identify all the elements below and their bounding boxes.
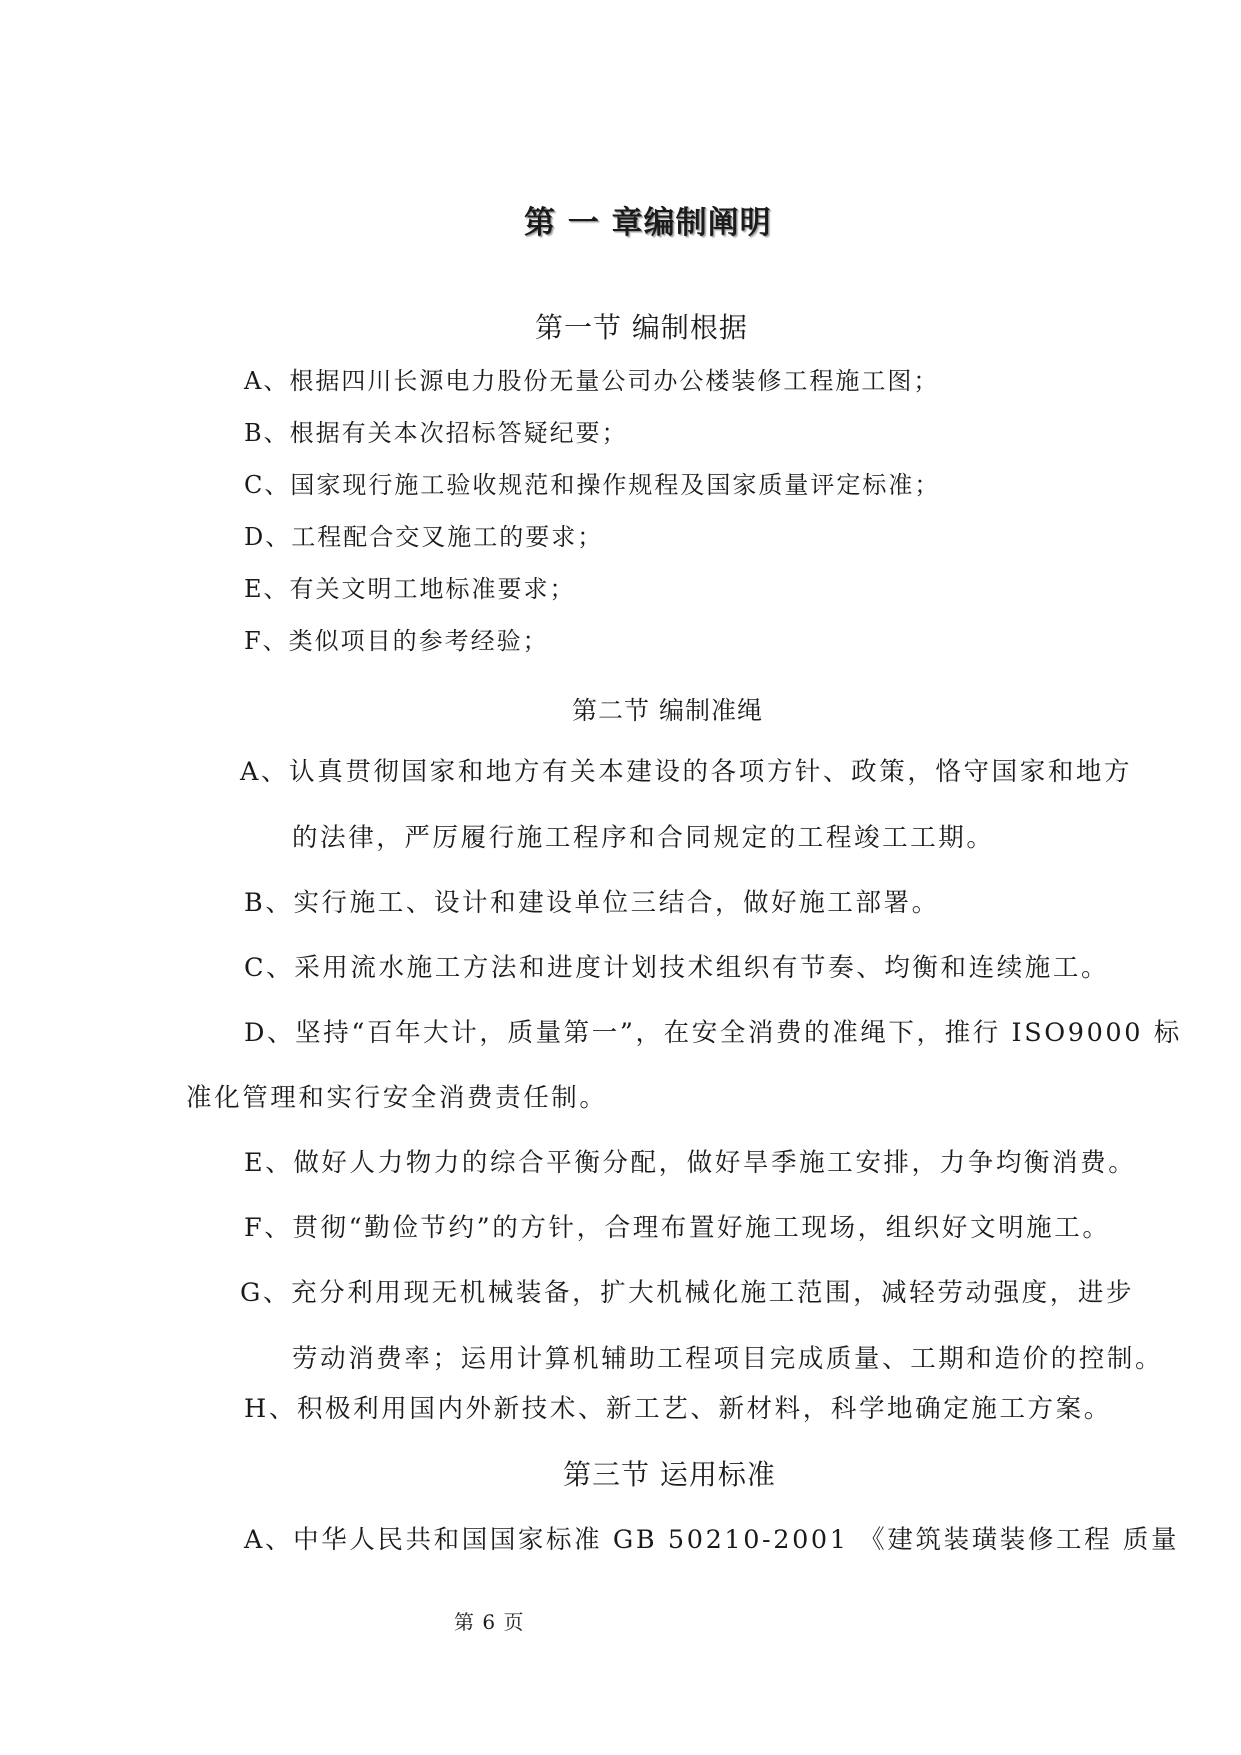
list-item: E、有关文明工地标准要求； xyxy=(244,575,576,603)
section-1-title: 第一节 编制根据 xyxy=(535,311,748,344)
list-item: B、根据有关本次招标答疑纪要； xyxy=(244,419,628,447)
paragraph-line: A、中华人民共和国国家标准 GB 50210-2001 《建筑装璜装修工程 质量 xyxy=(244,1525,1180,1555)
paragraph-line: F、贯彻“勤俭节约”的方针，合理布置好施工现场，组织好文明施工。 xyxy=(244,1213,1111,1243)
paragraph-line: 准化管理和实行安全消费责任制。 xyxy=(186,1083,608,1113)
paragraph-line: H、积极利用国内外新技术、新工艺、新材料，科学地确定施工方案。 xyxy=(244,1394,1112,1424)
paragraph-line: G、充分利用现无机械装备，扩大机械化施工范围，减轻劳动强度，进步 xyxy=(240,1278,1135,1308)
section-2-title: 第二节 编制准绳 xyxy=(572,696,763,725)
paragraph-line: 的法律，严厉履行施工程序和合同规定的工程竣工工期。 xyxy=(292,823,995,853)
chapter-title: 第 一 章编制阐明 xyxy=(524,205,772,241)
paragraph-line: E、做好人力物力的综合平衡分配，做好旱季施工安排，力争均衡消费。 xyxy=(244,1148,1137,1178)
list-item: F、类似项目的参考经验； xyxy=(244,627,549,655)
page-number: 第 6 页 xyxy=(454,1610,525,1634)
paragraph-line: C、采用流水施工方法和进度计划技术组织有节奏、均衡和连续施工。 xyxy=(244,953,1110,983)
paragraph-line: 劳动消费率；运用计算机辅助工程项目完成质量、工期和造价的控制。 xyxy=(292,1344,1164,1374)
list-item: A、根据四川长源电力股份无量公司办公楼装修工程施工图； xyxy=(244,367,940,395)
paragraph-line: B、实行施工、设计和建设单位三结合，做好施工部署。 xyxy=(244,888,940,918)
section-3-title: 第三节 运用标准 xyxy=(563,1458,776,1491)
paragraph-line: D、坚持“百年大计，质量第一”，在安全消费的准绳下，推行 ISO9000 标 xyxy=(244,1018,1182,1048)
list-item: D、工程配合交叉施工的要求； xyxy=(244,523,604,551)
paragraph-line: A、认真贯彻国家和地方有关本建设的各项方针、政策，恪守国家和地方 xyxy=(240,757,1133,787)
list-item: C、国家现行施工验收规范和操作规程及国家质量评定标准； xyxy=(244,471,941,499)
